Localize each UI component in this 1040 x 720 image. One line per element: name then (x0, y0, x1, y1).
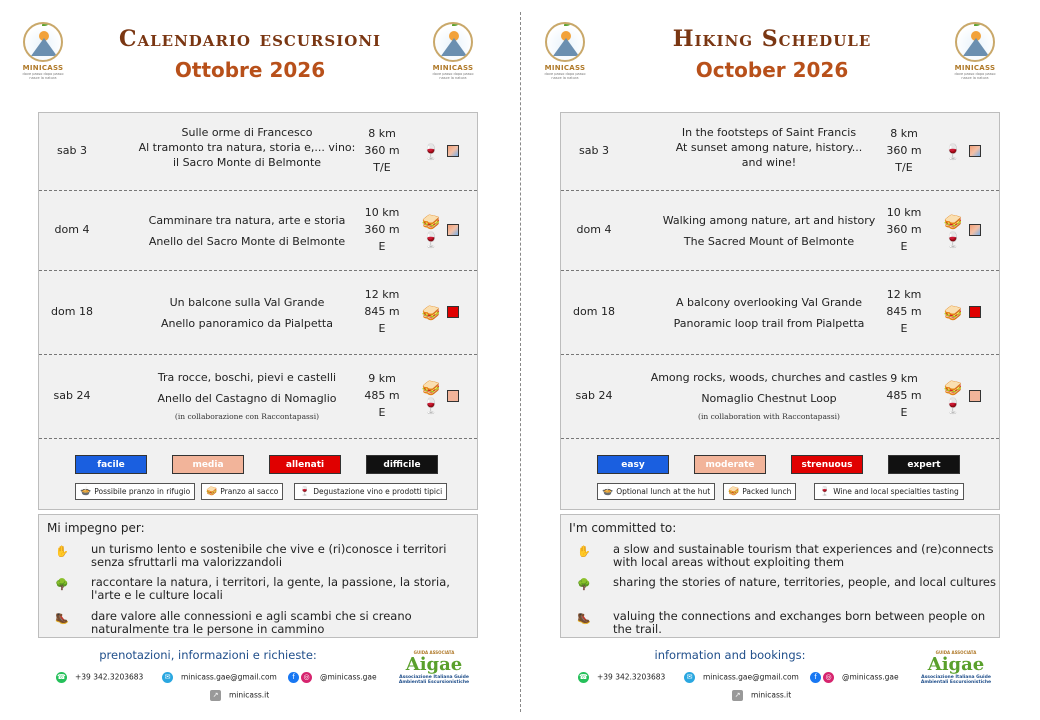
event-date: sab 24 (575, 389, 613, 402)
legend-key-label: Pranzo al sacco (220, 487, 279, 496)
social-contact[interactable] (288, 672, 377, 683)
wine-icon: 🍷 (943, 397, 963, 415)
hut-lunch-icon: 🍲 (602, 487, 614, 497)
web-icon: ↗ (210, 690, 221, 701)
event-grade: E (378, 406, 386, 419)
packed-lunch-icon: 🥪 (943, 379, 963, 397)
minicass-logo (18, 22, 68, 88)
leaf-icon (452, 22, 462, 26)
commitments-box (38, 514, 478, 638)
page-title: Calendario escursioni (118, 26, 382, 52)
hand-heart-icon: ✋ (577, 545, 591, 558)
event-note: (in collaboration with Raccontapassi) (698, 412, 840, 421)
contacts-title: prenotazioni, informazioni e richieste: (99, 648, 317, 662)
difficulty-badge (969, 224, 981, 236)
page-subtitle: Ottobre 2026 (174, 58, 326, 82)
event-grade: E (378, 240, 386, 253)
event-distance: 10 km (364, 206, 400, 219)
difficulty-3: strenuous (791, 455, 863, 474)
packed-lunch-icon: 🥪 (421, 304, 441, 322)
legend (39, 449, 477, 511)
aigae-top: GUIDA ASSOCIATA (413, 650, 455, 655)
events-table (560, 112, 1000, 510)
event-distance: 9 km (368, 372, 396, 385)
legend-key (201, 483, 283, 500)
event-row[interactable] (39, 113, 477, 191)
difficulty-4: expert (888, 455, 960, 474)
event-stats (357, 204, 407, 255)
contacts-title: information and bookings: (654, 648, 806, 662)
page-title: Hiking Schedule (672, 26, 872, 52)
event-grade: E (900, 240, 908, 253)
event-date: dom 4 (576, 223, 612, 236)
difficulty-legend (561, 455, 999, 475)
wine-icon: 🍷 (299, 487, 311, 497)
aigae-logo (394, 650, 474, 685)
commitment-text: a slow and sustainable tourism that experiences and (re)connects with local areas without exploiting them (613, 542, 994, 569)
event-note: (in collaborazione con Raccontapassi) (174, 412, 320, 421)
instagram-icon: ◎ (823, 672, 834, 683)
leaf-icon (564, 22, 574, 26)
event-elevation: 845 m (364, 305, 400, 318)
event-title-line: Sulle orme di Francesco (181, 126, 313, 139)
event-icons (941, 379, 965, 415)
event-grade: E (900, 406, 908, 419)
event-title-line: Nomaglio Chestnut Loop (701, 392, 837, 405)
legend-key (294, 483, 447, 500)
event-elevation: 360 m (886, 144, 922, 157)
difficulty-2: media (172, 455, 244, 474)
legend-key (75, 483, 195, 500)
logo-name: MINICASS (22, 64, 64, 72)
wine-icon: 🍷 (819, 487, 831, 497)
boot-icon: 🥾 (577, 612, 591, 625)
social-contact-text: @minicass.gae (842, 672, 899, 682)
event-stats (357, 286, 407, 337)
mountain-icon (963, 38, 989, 56)
commitment-text: valuing the connections and exchanges born between people on the trail. (613, 609, 986, 636)
event-title (111, 295, 383, 331)
event-title-line: Anello panoramico da Pialpetta (161, 317, 333, 330)
event-icons (419, 379, 443, 415)
event-elevation: 845 m (886, 305, 922, 318)
difficulty-legend (39, 455, 477, 475)
difficulty-badge (447, 306, 459, 318)
aigae-line1: Associazione Italiana Guide (399, 675, 469, 680)
event-stats (879, 125, 929, 176)
aigae-line1: Associazione Italiana Guide (921, 675, 991, 680)
event-row[interactable] (39, 271, 477, 355)
whatsapp-icon: ☎ (57, 673, 66, 681)
difficulty-1: facile (75, 455, 147, 474)
event-elevation: 485 m (364, 389, 400, 402)
event-icons (941, 304, 965, 322)
event-stats (879, 204, 929, 255)
event-row[interactable] (561, 271, 999, 355)
email-contact-text: minicass.gae@gmail.com (181, 672, 277, 682)
event-icons (419, 213, 443, 249)
event-title-line: Un balcone sulla Val Grande (169, 296, 325, 309)
event-title-line: Among rocks, woods, churches and castles (650, 371, 888, 384)
event-title-line: In the footsteps of Saint Francis (681, 126, 857, 139)
event-grade: E (378, 322, 386, 335)
difficulty-badge (447, 224, 459, 236)
event-grade: T/E (895, 161, 913, 174)
logo-tagline: dove passo dopo passo nasce la natura (22, 72, 64, 80)
aigae-line2: Ambientali Escursionistiche (920, 680, 992, 685)
aigae-logo (916, 650, 996, 685)
leaf-icon (42, 22, 52, 26)
packed-lunch-icon: 🥪 (943, 213, 963, 231)
email-contact[interactable] (684, 672, 799, 683)
wine-icon: 🍷 (943, 143, 963, 161)
logo-name: MINICASS (432, 64, 474, 72)
icon-legend (561, 483, 999, 501)
difficulty-badge (969, 390, 981, 402)
facebook-icon: f (810, 672, 821, 683)
legend-key-label: Degustazione vino e prodotti tipici (313, 487, 443, 496)
event-grade: T/E (373, 161, 391, 174)
commitment-text: raccontare la natura, i territori, la gente, la passione, la storia, l'arte e le culture locali (91, 575, 450, 602)
leaf-icon (974, 22, 984, 26)
icon-legend (39, 483, 477, 501)
hand-heart-icon: ✋ (55, 545, 69, 558)
legend-key-label: Optional lunch at the hut (616, 487, 711, 496)
event-title (633, 370, 905, 424)
whatsapp-icon: ☎ (579, 673, 588, 681)
event-icons (419, 304, 443, 322)
commitment-text: dare valore alle connessioni e agli scambi che si creano naturalmente tra le persone in cammino (91, 609, 412, 636)
packed-lunch-icon: 🥪 (421, 379, 441, 397)
logo-name: MINICASS (954, 64, 996, 72)
social-contact[interactable] (810, 672, 899, 683)
event-title-line: Camminare tra natura, arte e storia (148, 214, 346, 227)
event-row[interactable] (561, 113, 999, 191)
event-distance: 10 km (886, 206, 922, 219)
event-title-line: il Sacro Monte di Belmonte (172, 156, 322, 169)
email-icon: ✉ (684, 672, 695, 683)
event-elevation: 360 m (886, 223, 922, 236)
phone-contact[interactable] (56, 672, 143, 683)
event-date: dom 4 (54, 223, 90, 236)
event-date: dom 18 (573, 305, 615, 318)
event-title-line: Panoramic loop trail from Pialpetta (673, 317, 865, 330)
page-divider (520, 12, 521, 712)
boot-icon: 🥾 (55, 612, 69, 625)
mountain-icon (441, 38, 467, 56)
event-stats (879, 286, 929, 337)
mountain-icon (31, 38, 57, 56)
title-block (602, 26, 942, 82)
event-title-line: Walking among nature, art and history (662, 214, 876, 227)
legend-key (814, 483, 964, 500)
page-subtitle: October 2026 (695, 58, 849, 82)
website-link-text: minicass.it (751, 690, 792, 700)
event-title-line: The Sacred Mount of Belmonte (683, 235, 855, 248)
difficulty-badge (447, 145, 459, 157)
event-elevation: 485 m (886, 389, 922, 402)
event-title-line: Anello del Castagno di Nomaglio (157, 392, 337, 405)
english-panel (522, 0, 1040, 720)
legend (561, 449, 999, 511)
aigae-top: GUIDA ASSOCIATA (935, 650, 977, 655)
event-distance: 8 km (890, 127, 918, 140)
wine-icon: 🍷 (421, 397, 441, 415)
legend-key-label: Possibile pranzo in rifugio (94, 487, 191, 496)
event-distance: 9 km (890, 372, 918, 385)
event-title-line: A balcony overlooking Val Grande (676, 296, 862, 309)
website-link[interactable] (210, 690, 269, 701)
event-title-line: Al tramonto tra natura, storia e,... vino: (138, 141, 356, 154)
event-distance: 12 km (364, 288, 400, 301)
event-icons (941, 213, 965, 249)
event-date: sab 3 (57, 144, 87, 157)
event-grade: E (900, 322, 908, 335)
event-title-line: Tra rocce, boschi, pievi e castelli (157, 371, 337, 384)
logo-tagline: dove passo dopo passo nasce la natura (544, 72, 586, 80)
legend-key (723, 483, 796, 500)
minicass-logo (540, 22, 590, 88)
email-contact-text: minicass.gae@gmail.com (703, 672, 799, 682)
aigae-name: Aigae (927, 654, 985, 675)
wine-icon: 🍷 (943, 231, 963, 249)
event-title-line: Anello del Sacro Monte di Belmonte (148, 235, 346, 248)
wine-icon: 🍷 (421, 143, 441, 161)
event-title (111, 125, 383, 170)
event-distance: 12 km (886, 288, 922, 301)
difficulty-2: moderate (694, 455, 766, 474)
event-date: sab 3 (579, 144, 609, 157)
instagram-icon: ◎ (301, 672, 312, 683)
event-icons (941, 143, 965, 161)
commitments-box (560, 514, 1000, 638)
commitments-title: I'm committed to: (569, 521, 677, 535)
logo-emblem-icon (433, 22, 473, 62)
difficulty-1: easy (597, 455, 669, 474)
event-title-line: and wine! (741, 156, 797, 169)
event-title (111, 213, 383, 249)
logo-emblem-icon (955, 22, 995, 62)
event-title (633, 125, 905, 170)
packed-lunch-icon: 🥪 (943, 304, 963, 322)
minicass-logo (428, 22, 478, 88)
packed-lunch-icon: 🥪 (206, 487, 218, 497)
event-row[interactable] (39, 191, 477, 271)
event-title (111, 370, 383, 424)
aigae-name: Aigae (405, 654, 463, 675)
email-contact[interactable] (162, 672, 277, 683)
legend-key-label: Wine and local specialties tasting (833, 487, 959, 496)
commitment-text: un turismo lento e sostenibile che vive e (ri)conosce i territori senza sfruttarli ma valorizzandoli (91, 542, 447, 569)
title-block (80, 26, 420, 82)
difficulty-badge (447, 390, 459, 402)
logo-emblem-icon (23, 22, 63, 62)
logo-tagline: dove passo dopo passo nasce la natura (954, 72, 996, 80)
event-date: dom 18 (51, 305, 93, 318)
logo-name: MINICASS (544, 64, 586, 72)
event-title (633, 295, 905, 331)
aigae-line2: Ambientali Escursionistiche (398, 680, 470, 685)
event-title (633, 213, 905, 249)
tree-icon: 🌳 (55, 578, 69, 591)
social-contact-text: @minicass.gae (320, 672, 377, 682)
mountain-icon (553, 38, 579, 56)
website-link[interactable] (732, 690, 791, 701)
event-row[interactable] (561, 355, 999, 439)
event-distance: 8 km (368, 127, 396, 140)
event-stats (357, 370, 407, 421)
website-link-text: minicass.it (229, 690, 270, 700)
event-row[interactable] (39, 355, 477, 439)
phone-contact-text: +39 342.3203683 (597, 672, 666, 682)
contacts-footer (560, 646, 1000, 716)
contacts-footer (38, 646, 478, 716)
facebook-icon: f (288, 672, 299, 683)
difficulty-3: allenati (269, 455, 341, 474)
event-title-line: At sunset among nature, history... (675, 141, 863, 154)
packed-lunch-icon: 🥪 (728, 487, 740, 497)
difficulty-badge (969, 145, 981, 157)
event-row[interactable] (561, 191, 999, 271)
difficulty-badge (969, 306, 981, 318)
commitments-title: Mi impegno per: (47, 521, 145, 535)
difficulty-4: difficile (366, 455, 438, 474)
hut-lunch-icon: 🍲 (80, 487, 92, 497)
event-stats (879, 370, 929, 421)
web-icon: ↗ (732, 690, 743, 701)
legend-key (597, 483, 715, 500)
wine-icon: 🍷 (421, 231, 441, 249)
minicass-logo (950, 22, 1000, 88)
commitment-text: sharing the stories of nature, territories, people, and local cultures (613, 575, 996, 589)
email-icon: ✉ (162, 672, 173, 683)
event-icons (419, 143, 443, 161)
phone-contact-text: +39 342.3203683 (75, 672, 144, 682)
event-elevation: 360 m (364, 144, 400, 157)
legend-key-label: Packed lunch (742, 487, 792, 496)
tree-icon: 🌳 (577, 578, 591, 591)
packed-lunch-icon: 🥪 (421, 213, 441, 231)
logo-tagline: dove passo dopo passo nasce la natura (432, 72, 474, 80)
event-date: sab 24 (53, 389, 91, 402)
events-table (38, 112, 478, 510)
logo-emblem-icon (545, 22, 585, 62)
phone-contact[interactable] (578, 672, 665, 683)
event-elevation: 360 m (364, 223, 400, 236)
event-stats (357, 125, 407, 176)
